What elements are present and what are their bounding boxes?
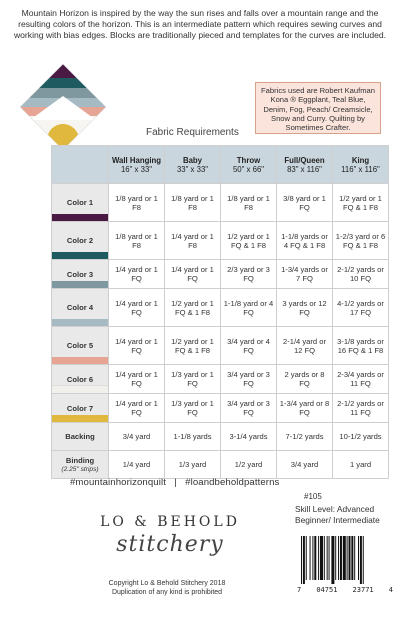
table-row [52,260,389,289]
table-cell: 2 yards or 8 FQ [277,365,333,394]
fabric-requirements-table [51,145,389,479]
row-label-color-3: Color 3 [52,260,109,289]
quilt-block-illustration [20,64,106,150]
color-swatch [52,415,108,422]
table-cell: 2/3 yard or 3 FQ [221,260,277,289]
color-swatch [52,252,108,259]
table-cell: 1/2 yard or 1 FQ & 1 F8 [165,327,221,365]
header-full-queen: Full/Queen 83" x 116" [277,146,333,184]
barcode-bar [343,536,346,580]
row-label-color-4: Color 4 [52,289,109,327]
table-row [52,423,389,451]
table-cell: 2-1/2 yards or 11 FQ [333,394,389,423]
color-swatch [52,357,108,364]
table-cell: 1/4 yard or 1 F8 [165,222,221,260]
barcode-bar [314,536,316,580]
barcode-bar [306,536,307,580]
requirements-title: Fabric Requirements [146,127,239,138]
color-swatch [52,319,108,326]
intro-text: Mountain Horizon is inspired by the way the sun rises and falls over a mountain range and the resulting colors of the horizon. This is an intermediate pattern which requires sewing curves and working with bias edges. Blocks are traditionally pieced and templates for the curves are included. [13,8,387,40]
table-cell: 3/8 yard or 1 FQ [277,184,333,222]
barcode-bar [347,536,348,580]
table-row [52,222,389,260]
table-cell: 1/4 yard [109,451,165,479]
barcode-bar [331,536,334,584]
table-cell: 1/8 yard or 1 F8 [109,222,165,260]
barcode-bar [318,536,319,580]
row-label-color-7: Color 7 [52,394,109,423]
table-cell: 1/8 yard or 1 F8 [165,184,221,222]
table-cell: 3 yards or 12 FQ [277,289,333,327]
table-cell: 3/4 yard or 3 FQ [221,365,277,394]
table-cell: 1-2/3 yard or 6 FQ & 1 F8 [333,222,389,260]
row-label-color-6: Color 6 [52,365,109,394]
color-swatch [52,385,108,393]
row-label-binding: Binding (2.25" strips) [52,451,109,479]
table-row [52,365,389,394]
table-cell: 1/4 yard or 1 FQ [109,327,165,365]
header-corner [52,146,109,184]
barcode-bar [360,536,362,584]
table-cell: 10-1/2 yards [333,423,389,451]
table-cell: 1/2 yard or 1 FQ & 1 F8 [165,289,221,327]
table-cell: 1/4 yard or 1 FQ [109,365,165,394]
table-cell: 1/4 yard or 1 FQ [165,260,221,289]
table-cell: 1/4 yard or 1 FQ [109,289,165,327]
table-cell: 1/2 yard or 1 FQ & 1 F8 [221,222,277,260]
table-row [52,184,389,222]
table-cell: 1/8 yard or 1 F8 [221,184,277,222]
header-baby: Baby 33" x 33" [165,146,221,184]
fabric-note-box: Fabrics used are Robert Kaufman Kona ® Eggplant, Teal Blue, Denim, Fog, Peach/ Creamsicle, Snow and Curry. Quilting by Sometimes Crafter. [255,82,381,134]
barcode-bar [310,536,311,580]
barcode-bar [354,536,355,580]
table-cell: 1/4 yard or 1 FQ [109,394,165,423]
pattern-number: #105 [304,492,322,501]
barcode-bar [351,536,353,580]
header-king: King 116" x 116" [333,146,389,184]
skill-level: Skill Level: Advanced Beginner/ Intermediate [295,504,380,525]
logo-script: stitchery [116,532,224,557]
row-label-color-5: Color 5 [52,327,109,365]
table-cell: 3/4 yard [277,451,333,479]
table-cell: 1/8 yard or 1 F8 [109,184,165,222]
barcode-bar [329,536,330,580]
table-cell: 1/3 yard [165,451,221,479]
barcode-bar [358,536,359,580]
table-cell: 1/3 yard or 1 FQ [165,394,221,423]
brand-logo [80,498,260,576]
table-cell: 1/2 yard [221,451,277,479]
table-cell: 1-1/8 yard or 4 FQ [221,289,277,327]
row-label-color-2: Color 2 [52,222,109,260]
row-label-backing: Backing [52,423,109,451]
barcode-digits: 7 04751 23771 4 [297,586,393,594]
table-cell: 1/4 yard or 1 FQ [109,260,165,289]
barcode-bar [338,536,339,580]
barcode-bar [301,536,302,584]
logo-wordmark: LO & BEHOLD [100,514,240,530]
table-row [52,394,389,423]
table-row [52,289,389,327]
row-label-color-1: Color 1 [52,184,109,222]
table-cell: 2-1/4 yard or 12 FQ [277,327,333,365]
color-swatch [52,214,108,221]
table-cell: 3/4 yard or 4 FQ [221,327,277,365]
table-cell: 3/4 yard [109,423,165,451]
table-cell: 1/3 yard or 1 FQ [165,365,221,394]
barcode-bar [335,536,336,580]
table-row [52,327,389,365]
barcode-bar [327,536,328,580]
table-cell: 1/2 yard or 1 FQ & 1 F8 [333,184,389,222]
table-cell: 1-3/4 yard or 8 FQ [277,394,333,423]
copyright-text: Copyright Lo & Behold Stitchery 2018 Duplication of any kind is prohibited [108,580,226,596]
barcode-bar [320,536,323,580]
barcode [297,536,393,598]
table-header-row [52,146,389,184]
barcode-bar [340,536,342,580]
table-cell: 3-1/4 yards [221,423,277,451]
table-row [52,451,389,479]
table-cell: 1 yard [333,451,389,479]
table-cell: 1-3/4 yards or 7 FQ [277,260,333,289]
table-cell: 7-1/2 yards [277,423,333,451]
barcode-bar [303,536,305,584]
table-cell: 4-1/2 yards or 17 FQ [333,289,389,327]
table-cell: 2-3/4 yards or 11 FQ [333,365,389,394]
table-cell: 1-1/8 yards [165,423,221,451]
barcode-bar [324,536,325,580]
table-cell: 3-1/8 yards or 16 FQ & 1 F8 [333,327,389,365]
table-cell: 1-1/8 yards or 4 FQ & 1 F8 [277,222,333,260]
table-cell: 3/4 yard or 3 FQ [221,394,277,423]
header-throw: Throw 50" x 66" [221,146,277,184]
barcode-bar [363,536,364,584]
header-wall-hanging: Wall Hanging 16" x 33" [109,146,165,184]
table-cell: 2-1/2 yards or 10 FQ [333,260,389,289]
barcode-bars [297,536,393,586]
barcode-bar [312,536,313,580]
color-swatch [52,281,108,288]
barcode-bar [349,536,351,580]
hashtags: #mountainhorizonquilt | #loandbeholdpatterns [70,477,280,488]
